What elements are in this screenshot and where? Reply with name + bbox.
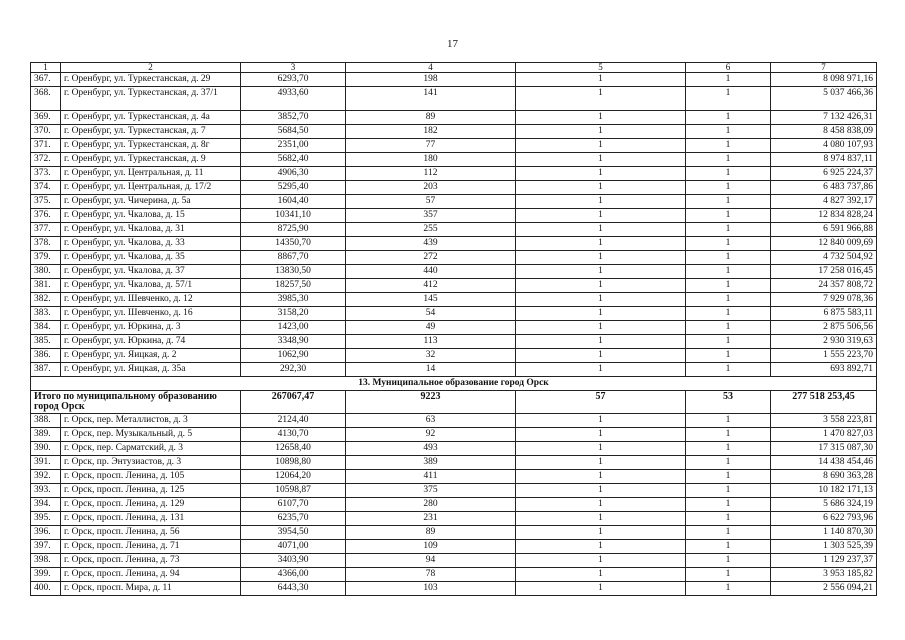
address-cell: г. Орск, просп. Ленина, д. 73 bbox=[61, 554, 241, 568]
residents-cell: 357 bbox=[346, 209, 516, 223]
col5-cell: 1 bbox=[516, 484, 686, 498]
address-cell: г. Орск, просп. Ленина, д. 94 bbox=[61, 568, 241, 582]
area-cell: 14350,70 bbox=[241, 237, 346, 251]
row-number: 382. bbox=[31, 293, 61, 307]
area-cell: 4130,70 bbox=[241, 428, 346, 442]
table-row bbox=[31, 456, 877, 470]
address-cell: г. Оренбург, ул. Юркина, д. 3 bbox=[61, 321, 241, 335]
residents-cell: 89 bbox=[346, 111, 516, 125]
cost-cell: 17 315 087,30 bbox=[771, 442, 877, 456]
residents-cell: 113 bbox=[346, 335, 516, 349]
col6-cell: 1 bbox=[686, 428, 771, 442]
col5-cell: 1 bbox=[516, 321, 686, 335]
residents-cell: 203 bbox=[346, 181, 516, 195]
col6-cell: 1 bbox=[686, 153, 771, 167]
column-header: 6 bbox=[686, 63, 771, 73]
area-cell: 8725,90 bbox=[241, 223, 346, 237]
table-row bbox=[31, 87, 877, 111]
row-number: 367. bbox=[31, 73, 61, 87]
address-cell: г. Оренбург, ул. Шевченко, д. 12 bbox=[61, 293, 241, 307]
row-number: 390. bbox=[31, 442, 61, 456]
residents-cell: 89 bbox=[346, 526, 516, 540]
col6-cell: 1 bbox=[686, 582, 771, 596]
cost-cell: 8 974 837,11 bbox=[771, 153, 877, 167]
address-cell: г. Орск, просп. Мира, д. 11 bbox=[61, 582, 241, 596]
area-cell: 12658,40 bbox=[241, 442, 346, 456]
col5-cell: 1 bbox=[516, 307, 686, 321]
residents-cell: 280 bbox=[346, 498, 516, 512]
residents-cell: 272 bbox=[346, 251, 516, 265]
col5-cell: 1 bbox=[516, 349, 686, 363]
table-row bbox=[31, 363, 877, 377]
residents-cell: 14 bbox=[346, 363, 516, 377]
table-row bbox=[31, 237, 877, 251]
area-cell: 8867,70 bbox=[241, 251, 346, 265]
table-row bbox=[31, 251, 877, 265]
row-number: 379. bbox=[31, 251, 61, 265]
address-cell: г. Оренбург, ул. Центральная, д. 17/2 bbox=[61, 181, 241, 195]
col5-cell: 1 bbox=[516, 125, 686, 139]
table-row bbox=[31, 111, 877, 125]
cost-cell: 1 140 870,30 bbox=[771, 526, 877, 540]
row-number: 377. bbox=[31, 223, 61, 237]
table-row bbox=[31, 209, 877, 223]
col5-cell: 1 bbox=[516, 335, 686, 349]
cost-cell: 8 098 971,16 bbox=[771, 73, 877, 87]
area-cell: 5295,40 bbox=[241, 181, 346, 195]
col6-cell: 1 bbox=[686, 512, 771, 526]
row-number: 393. bbox=[31, 484, 61, 498]
col6-cell: 1 bbox=[686, 349, 771, 363]
table-row bbox=[31, 181, 877, 195]
area-cell: 1604,40 bbox=[241, 195, 346, 209]
cost-cell: 14 438 454,46 bbox=[771, 456, 877, 470]
address-cell: г. Орск, пер. Сарматский, д. 3 bbox=[61, 442, 241, 456]
address-cell: г. Оренбург, ул. Чкалова, д. 31 bbox=[61, 223, 241, 237]
area-cell: 3158,20 bbox=[241, 307, 346, 321]
row-number: 376. bbox=[31, 209, 61, 223]
col6-cell: 1 bbox=[686, 139, 771, 153]
col6-cell: 1 bbox=[686, 498, 771, 512]
cost-cell: 2 875 506,56 bbox=[771, 321, 877, 335]
cost-cell: 1 470 827,03 bbox=[771, 428, 877, 442]
cost-cell: 24 357 808,72 bbox=[771, 279, 877, 293]
address-cell: г. Орск, просп. Ленина, д. 131 bbox=[61, 512, 241, 526]
col6-cell: 1 bbox=[686, 307, 771, 321]
col5-cell: 1 bbox=[516, 363, 686, 377]
table-row bbox=[31, 307, 877, 321]
row-number: 375. bbox=[31, 195, 61, 209]
row-number: 380. bbox=[31, 265, 61, 279]
col5-cell: 1 bbox=[516, 582, 686, 596]
area-cell: 292,30 bbox=[241, 363, 346, 377]
area-cell: 10898,80 bbox=[241, 456, 346, 470]
row-number: 385. bbox=[31, 335, 61, 349]
address-cell: г. Орск, просп. Ленина, д. 125 bbox=[61, 484, 241, 498]
area-cell: 5682,40 bbox=[241, 153, 346, 167]
area-cell: 2351,00 bbox=[241, 139, 346, 153]
cost-cell: 6 875 583,11 bbox=[771, 307, 877, 321]
col5-cell: 1 bbox=[516, 456, 686, 470]
col5-cell: 1 bbox=[516, 73, 686, 87]
cost-cell: 6 483 737,86 bbox=[771, 181, 877, 195]
table-row bbox=[31, 540, 877, 554]
area-cell: 3954,50 bbox=[241, 526, 346, 540]
row-number: 391. bbox=[31, 456, 61, 470]
area-cell: 6293,70 bbox=[241, 73, 346, 87]
address-cell: г. Оренбург, ул. Туркестанская, д. 9 bbox=[61, 153, 241, 167]
residents-cell: 78 bbox=[346, 568, 516, 582]
area-cell: 3348,90 bbox=[241, 335, 346, 349]
address-cell: г. Оренбург, ул. Туркестанская, д. 8г bbox=[61, 139, 241, 153]
total-residents: 9223 bbox=[346, 391, 516, 414]
cost-cell: 1 303 525,39 bbox=[771, 540, 877, 554]
table-row bbox=[31, 265, 877, 279]
address-cell: г. Орск, пер. Музыкальный, д. 5 bbox=[61, 428, 241, 442]
area-cell: 13830,50 bbox=[241, 265, 346, 279]
address-cell: г. Оренбург, ул. Туркестанская, д. 4а bbox=[61, 111, 241, 125]
col5-cell: 1 bbox=[516, 153, 686, 167]
area-cell: 5684,50 bbox=[241, 125, 346, 139]
cost-cell: 5 037 466,36 bbox=[771, 87, 877, 111]
table-row bbox=[31, 195, 877, 209]
row-number: 388. bbox=[31, 414, 61, 428]
address-cell: г. Оренбург, ул. Чкалова, д. 37 bbox=[61, 265, 241, 279]
cost-cell: 2 930 319,63 bbox=[771, 335, 877, 349]
row-number: 370. bbox=[31, 125, 61, 139]
residents-cell: 180 bbox=[346, 153, 516, 167]
housing-register-table bbox=[30, 62, 877, 596]
row-number: 369. bbox=[31, 111, 61, 125]
cost-cell: 5 686 324,19 bbox=[771, 498, 877, 512]
col5-cell: 1 bbox=[516, 554, 686, 568]
table-row bbox=[31, 153, 877, 167]
cost-cell: 12 840 009,69 bbox=[771, 237, 877, 251]
cost-cell: 3 953 185,82 bbox=[771, 568, 877, 582]
col5-cell: 1 bbox=[516, 568, 686, 582]
address-cell: г. Оренбург, ул. Яицкая, д. 2 bbox=[61, 349, 241, 363]
table-row bbox=[31, 125, 877, 139]
row-number: 383. bbox=[31, 307, 61, 321]
address-cell: г. Оренбург, ул. Яицкая, д. 35а bbox=[61, 363, 241, 377]
total-label: Итого по муниципальному образованию город Орск bbox=[31, 391, 241, 414]
cost-cell: 8 458 838,09 bbox=[771, 125, 877, 139]
section-heading-row bbox=[31, 377, 877, 391]
row-number: 396. bbox=[31, 526, 61, 540]
col6-cell: 1 bbox=[686, 73, 771, 87]
col6-cell: 1 bbox=[686, 167, 771, 181]
col6-cell: 1 bbox=[686, 251, 771, 265]
row-number: 384. bbox=[31, 321, 61, 335]
column-header: 3 bbox=[241, 63, 346, 73]
area-cell: 3852,70 bbox=[241, 111, 346, 125]
row-number: 373. bbox=[31, 167, 61, 181]
col5-cell: 1 bbox=[516, 526, 686, 540]
residents-cell: 255 bbox=[346, 223, 516, 237]
col5-cell: 1 bbox=[516, 512, 686, 526]
col6-cell: 1 bbox=[686, 195, 771, 209]
cost-cell: 1 555 223,70 bbox=[771, 349, 877, 363]
address-cell: г. Орск, пр. Энтузиастов, д. 3 bbox=[61, 456, 241, 470]
area-cell: 18257,50 bbox=[241, 279, 346, 293]
area-cell: 10598,87 bbox=[241, 484, 346, 498]
address-cell: г. Оренбург, ул. Туркестанская, д. 7 bbox=[61, 125, 241, 139]
table-row bbox=[31, 512, 877, 526]
col6-cell: 1 bbox=[686, 265, 771, 279]
cost-cell: 1 129 237,37 bbox=[771, 554, 877, 568]
residents-cell: 32 bbox=[346, 349, 516, 363]
row-number: 381. bbox=[31, 279, 61, 293]
row-number: 374. bbox=[31, 181, 61, 195]
address-cell: г. Орск, просп. Ленина, д. 71 bbox=[61, 540, 241, 554]
area-cell: 2124,40 bbox=[241, 414, 346, 428]
area-cell: 6107,70 bbox=[241, 498, 346, 512]
address-cell: г. Орск, просп. Ленина, д. 129 bbox=[61, 498, 241, 512]
column-number-row bbox=[31, 63, 877, 73]
residents-cell: 440 bbox=[346, 265, 516, 279]
table-row bbox=[31, 167, 877, 181]
col6-cell: 1 bbox=[686, 540, 771, 554]
residents-cell: 145 bbox=[346, 293, 516, 307]
table-row bbox=[31, 554, 877, 568]
cost-cell: 2 556 094,21 bbox=[771, 582, 877, 596]
residents-cell: 57 bbox=[346, 195, 516, 209]
total-col6: 53 bbox=[686, 391, 771, 414]
residents-cell: 54 bbox=[346, 307, 516, 321]
column-header: 7 bbox=[771, 63, 877, 73]
row-number: 392. bbox=[31, 470, 61, 484]
col5-cell: 1 bbox=[516, 428, 686, 442]
cost-cell: 7 132 426,31 bbox=[771, 111, 877, 125]
area-cell: 10341,10 bbox=[241, 209, 346, 223]
residents-cell: 493 bbox=[346, 442, 516, 456]
area-cell: 3403,90 bbox=[241, 554, 346, 568]
area-cell: 4906,30 bbox=[241, 167, 346, 181]
address-cell: г. Оренбург, ул. Чкалова, д. 57/1 bbox=[61, 279, 241, 293]
col5-cell: 1 bbox=[516, 265, 686, 279]
col5-cell: 1 bbox=[516, 111, 686, 125]
table-row bbox=[31, 582, 877, 596]
col5-cell: 1 bbox=[516, 195, 686, 209]
table-row bbox=[31, 568, 877, 582]
address-cell: г. Оренбург, ул. Шевченко, д. 16 bbox=[61, 307, 241, 321]
residents-cell: 49 bbox=[346, 321, 516, 335]
address-cell: г. Орск, пер. Металлистов, д. 3 bbox=[61, 414, 241, 428]
table-row bbox=[31, 293, 877, 307]
col6-cell: 1 bbox=[686, 111, 771, 125]
col6-cell: 1 bbox=[686, 456, 771, 470]
col6-cell: 1 bbox=[686, 554, 771, 568]
col5-cell: 1 bbox=[516, 87, 686, 111]
address-cell: г. Орск, просп. Ленина, д. 105 bbox=[61, 470, 241, 484]
col6-cell: 1 bbox=[686, 125, 771, 139]
total-area: 267067,47 bbox=[241, 391, 346, 414]
residents-cell: 182 bbox=[346, 125, 516, 139]
col5-cell: 1 bbox=[516, 139, 686, 153]
col6-cell: 1 bbox=[686, 279, 771, 293]
total-cost: 277 518 253,45 bbox=[771, 391, 877, 414]
cost-cell: 6 591 966,88 bbox=[771, 223, 877, 237]
municipality-total-row bbox=[31, 391, 877, 414]
col5-cell: 1 bbox=[516, 414, 686, 428]
cost-cell: 17 258 016,45 bbox=[771, 265, 877, 279]
column-header: 5 bbox=[516, 63, 686, 73]
area-cell: 6235,70 bbox=[241, 512, 346, 526]
residents-cell: 109 bbox=[346, 540, 516, 554]
table-row bbox=[31, 484, 877, 498]
address-cell: г. Орск, просп. Ленина, д. 56 bbox=[61, 526, 241, 540]
cost-cell: 693 892,71 bbox=[771, 363, 877, 377]
row-number: 372. bbox=[31, 153, 61, 167]
cost-cell: 7 929 078,36 bbox=[771, 293, 877, 307]
table-row bbox=[31, 498, 877, 512]
col6-cell: 1 bbox=[686, 414, 771, 428]
column-header: 2 bbox=[61, 63, 241, 73]
row-number: 400. bbox=[31, 582, 61, 596]
section-title: 13. Муниципальное образование город Орск bbox=[31, 377, 877, 391]
table-row bbox=[31, 349, 877, 363]
area-cell: 3985,30 bbox=[241, 293, 346, 307]
address-cell: г. Оренбург, ул. Чкалова, д. 33 bbox=[61, 237, 241, 251]
address-cell: г. Оренбург, ул. Центральная, д. 11 bbox=[61, 167, 241, 181]
col5-cell: 1 bbox=[516, 167, 686, 181]
address-cell: г. Оренбург, ул. Юркина, д. 74 bbox=[61, 335, 241, 349]
col5-cell: 1 bbox=[516, 540, 686, 554]
col5-cell: 1 bbox=[516, 293, 686, 307]
col6-cell: 1 bbox=[686, 321, 771, 335]
col5-cell: 1 bbox=[516, 279, 686, 293]
residents-cell: 389 bbox=[346, 456, 516, 470]
cost-cell: 4 827 392,17 bbox=[771, 195, 877, 209]
col6-cell: 1 bbox=[686, 526, 771, 540]
row-number: 397. bbox=[31, 540, 61, 554]
area-cell: 4933,60 bbox=[241, 87, 346, 111]
residents-cell: 439 bbox=[346, 237, 516, 251]
col5-cell: 1 bbox=[516, 251, 686, 265]
col5-cell: 1 bbox=[516, 181, 686, 195]
residents-cell: 412 bbox=[346, 279, 516, 293]
col5-cell: 1 bbox=[516, 223, 686, 237]
cost-cell: 4 080 107,93 bbox=[771, 139, 877, 153]
column-header: 1 bbox=[31, 63, 61, 73]
residents-cell: 92 bbox=[346, 428, 516, 442]
table-row bbox=[31, 335, 877, 349]
area-cell: 4366,00 bbox=[241, 568, 346, 582]
row-number: 389. bbox=[31, 428, 61, 442]
cost-cell: 12 834 828,24 bbox=[771, 209, 877, 223]
col6-cell: 1 bbox=[686, 87, 771, 111]
area-cell: 1423,00 bbox=[241, 321, 346, 335]
cost-cell: 3 558 223,81 bbox=[771, 414, 877, 428]
table-row bbox=[31, 223, 877, 237]
residents-cell: 198 bbox=[346, 73, 516, 87]
cost-cell: 8 690 363,28 bbox=[771, 470, 877, 484]
col6-cell: 1 bbox=[686, 209, 771, 223]
area-cell: 6443,30 bbox=[241, 582, 346, 596]
col6-cell: 1 bbox=[686, 568, 771, 582]
area-cell: 4071,00 bbox=[241, 540, 346, 554]
residents-cell: 411 bbox=[346, 470, 516, 484]
col5-cell: 1 bbox=[516, 442, 686, 456]
col6-cell: 1 bbox=[686, 470, 771, 484]
row-number: 387. bbox=[31, 363, 61, 377]
col5-cell: 1 bbox=[516, 237, 686, 251]
col6-cell: 1 bbox=[686, 223, 771, 237]
residents-cell: 77 bbox=[346, 139, 516, 153]
cost-cell: 4 732 504,92 bbox=[771, 251, 877, 265]
cost-cell: 6 622 793,96 bbox=[771, 512, 877, 526]
residents-cell: 231 bbox=[346, 512, 516, 526]
residents-cell: 94 bbox=[346, 554, 516, 568]
table-row bbox=[31, 279, 877, 293]
table-row bbox=[31, 73, 877, 87]
total-col5: 57 bbox=[516, 391, 686, 414]
row-number: 386. bbox=[31, 349, 61, 363]
residents-cell: 112 bbox=[346, 167, 516, 181]
table-row bbox=[31, 526, 877, 540]
row-number: 398. bbox=[31, 554, 61, 568]
row-number: 399. bbox=[31, 568, 61, 582]
cost-cell: 6 925 224,37 bbox=[771, 167, 877, 181]
col6-cell: 1 bbox=[686, 335, 771, 349]
col6-cell: 1 bbox=[686, 237, 771, 251]
residents-cell: 63 bbox=[346, 414, 516, 428]
col6-cell: 1 bbox=[686, 363, 771, 377]
col6-cell: 1 bbox=[686, 484, 771, 498]
col6-cell: 1 bbox=[686, 442, 771, 456]
page-number: 17 bbox=[447, 38, 458, 50]
residents-cell: 103 bbox=[346, 582, 516, 596]
row-number: 368. bbox=[31, 87, 61, 111]
residents-cell: 375 bbox=[346, 484, 516, 498]
col6-cell: 1 bbox=[686, 181, 771, 195]
table-row bbox=[31, 442, 877, 456]
col5-cell: 1 bbox=[516, 498, 686, 512]
address-cell: г. Оренбург, ул. Туркестанская, д. 29 bbox=[61, 73, 241, 87]
address-cell: г. Оренбург, ул. Чкалова, д. 15 bbox=[61, 209, 241, 223]
col5-cell: 1 bbox=[516, 209, 686, 223]
table-row bbox=[31, 428, 877, 442]
address-cell: г. Оренбург, ул. Чкалова, д. 35 bbox=[61, 251, 241, 265]
table-row bbox=[31, 470, 877, 484]
area-cell: 12064,20 bbox=[241, 470, 346, 484]
address-cell: г. Оренбург, ул. Туркестанская, д. 37/1 bbox=[61, 87, 241, 111]
col6-cell: 1 bbox=[686, 293, 771, 307]
cost-cell: 10 182 171,13 bbox=[771, 484, 877, 498]
table-row bbox=[31, 414, 877, 428]
row-number: 394. bbox=[31, 498, 61, 512]
col5-cell: 1 bbox=[516, 470, 686, 484]
column-header: 4 bbox=[346, 63, 516, 73]
table-row bbox=[31, 321, 877, 335]
row-number: 395. bbox=[31, 512, 61, 526]
row-number: 378. bbox=[31, 237, 61, 251]
residents-cell: 141 bbox=[346, 87, 516, 111]
row-number: 371. bbox=[31, 139, 61, 153]
area-cell: 1062,90 bbox=[241, 349, 346, 363]
address-cell: г. Оренбург, ул. Чичерина, д. 5а bbox=[61, 195, 241, 209]
table-row bbox=[31, 139, 877, 153]
